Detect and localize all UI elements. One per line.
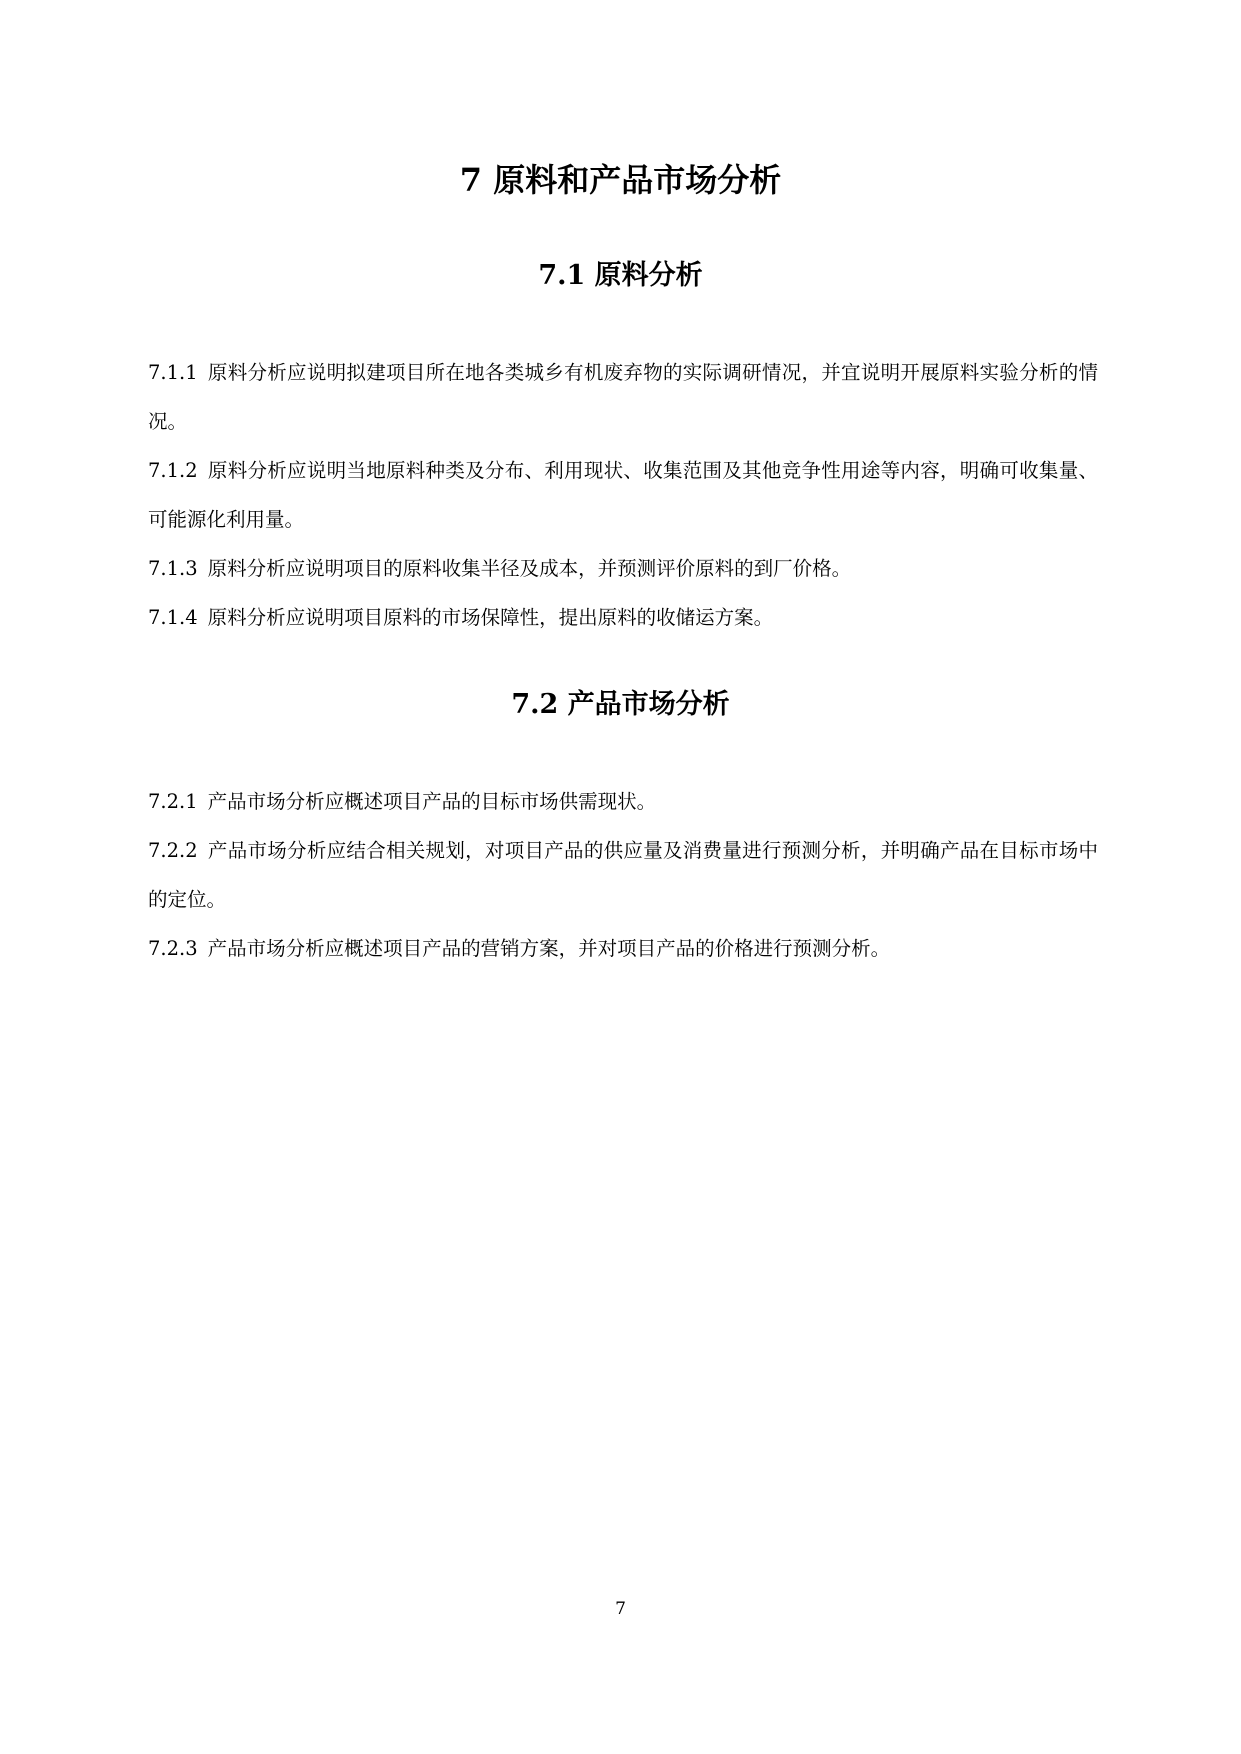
- clause-number: 7.1.1: [148, 361, 198, 384]
- clause-text: 原料分析应说明当地原料种类及分布、利用现状、收集范围及其他竞争性用途等内容，明确可收集量、可能源化利用量。: [148, 459, 1098, 531]
- section-body-7-2: [148, 777, 1098, 973]
- clause-number: 7.1.4: [148, 606, 198, 629]
- clause-7-1-1: [148, 348, 1098, 446]
- section-body-7-1: [148, 348, 1098, 642]
- clause-number: 7.1.3: [148, 557, 198, 580]
- clause-7-1-2: [148, 446, 1098, 544]
- page-number: 7: [615, 1599, 626, 1619]
- clause-7-2-1: [148, 777, 1098, 826]
- clause-text: 产品市场分析应概述项目产品的营销方案，并对项目产品的价格进行预测分析。: [207, 937, 891, 960]
- clause-text: 产品市场分析应概述项目产品的目标市场供需现状。: [207, 790, 657, 813]
- section-title-7-2: 7.2 产品市场分析: [511, 689, 730, 720]
- clause-number: 7.2.2: [148, 839, 198, 862]
- clause-text: 原料分析应说明项目的原料收集半径及成本，并预测评价原料的到厂价格。: [207, 557, 852, 580]
- clause-7-1-4: [148, 593, 1098, 642]
- clause-number: 7.2.3: [148, 937, 198, 960]
- clause-text: 产品市场分析应结合相关规划，对项目产品的供应量及消费量进行预测分析，并明确产品在目标市场中的定位。: [148, 839, 1098, 911]
- section-title-7-1: 7.1 原料分析: [538, 260, 703, 291]
- clause-7-2-2: [148, 826, 1098, 924]
- clause-7-2-3: [148, 924, 1098, 973]
- clause-number: 7.2.1: [148, 790, 198, 813]
- chapter-title: 7 原料和产品市场分析: [459, 161, 782, 199]
- clause-7-1-3: [148, 544, 1098, 593]
- clause-number: 7.1.2: [148, 459, 198, 482]
- clause-text: 原料分析应说明项目原料的市场保障性，提出原料的收储运方案。: [207, 606, 774, 629]
- clause-text: 原料分析应说明拟建项目所在地各类城乡有机废弃物的实际调研情况，并宜说明开展原料实验分析的情况。: [148, 361, 1098, 433]
